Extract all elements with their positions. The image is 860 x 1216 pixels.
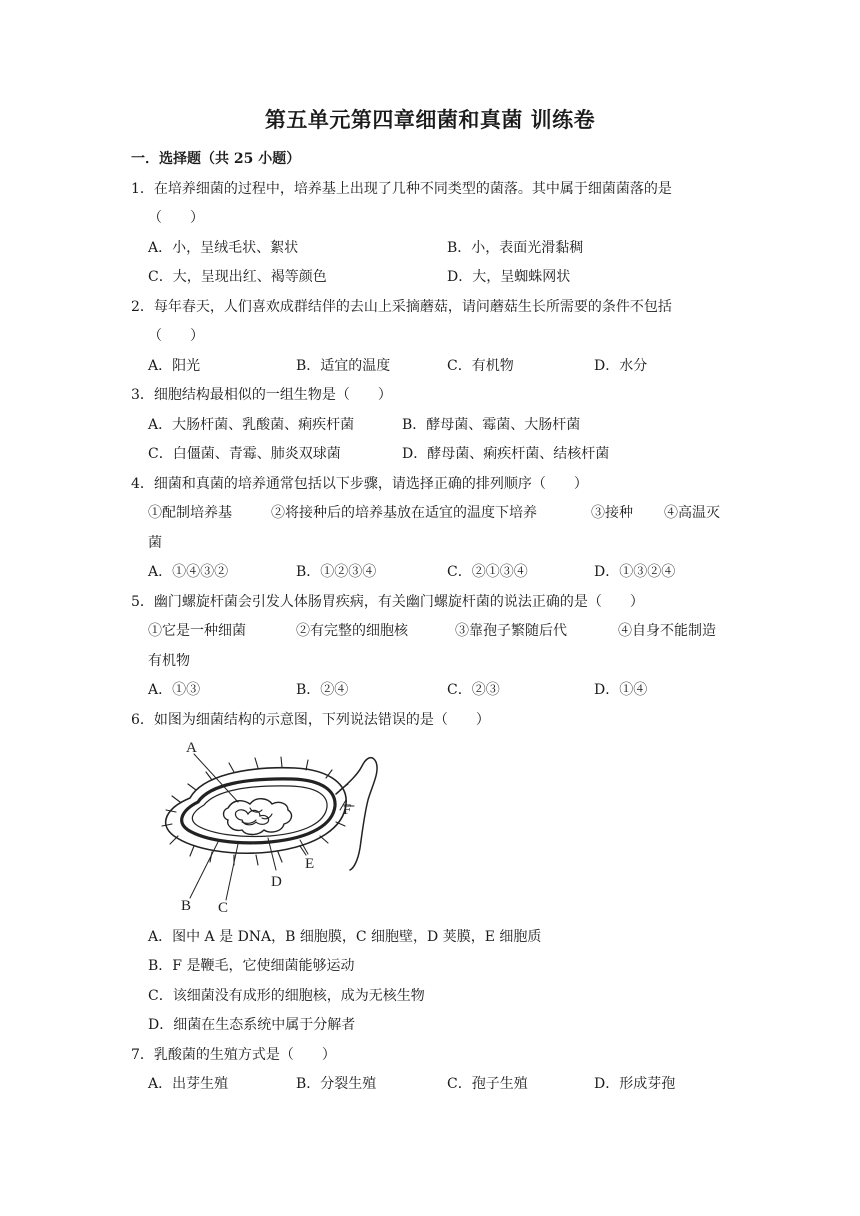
question-3-option-d: D．酵母菌、痢疾杆菌、结核杆菌	[402, 446, 610, 462]
question-4-step-4-cont: 菌	[148, 535, 162, 551]
question-1-paren: （ ）	[148, 210, 204, 226]
question-3-stem: 3．细胞结构最相似的一组生物是（ ）	[131, 387, 392, 403]
question-5-statement-4: ④自身不能制造	[618, 623, 716, 639]
question-4-step-3: ③接种	[591, 505, 633, 521]
question-2-option-a: A．阳光	[148, 358, 201, 374]
question-7-option-d: D．形成芽孢	[594, 1076, 676, 1092]
question-5-option-a: A．①③	[148, 682, 201, 698]
diagram-label-f: F	[343, 802, 352, 818]
diagram-label-e: E	[305, 856, 315, 872]
question-5-option-c: C．②③	[447, 682, 500, 698]
question-5-statement-2: ②有完整的细胞核	[296, 623, 408, 639]
question-4-step-4: ④高温灭	[664, 505, 720, 521]
question-4-step-2: ②将接种后的培养基放在适宜的温度下培养	[271, 505, 537, 521]
question-6-stem: 6．如图为细菌结构的示意图，下列说法错误的是（ ）	[131, 712, 490, 728]
question-6-option-d: D．细菌在生态系统中属于分解者	[148, 1017, 356, 1033]
question-3-option-a: A．大肠杆菌、乳酸菌、痢疾杆菌	[148, 417, 355, 433]
question-7-option-b: B．分裂生殖	[296, 1076, 377, 1092]
diagram-label-b: B	[181, 898, 192, 914]
question-7-stem: 7．乳酸菌的生殖方式是（ ）	[131, 1047, 336, 1063]
question-3-option-c: C．白僵菌、青霉、肺炎双球菌	[148, 446, 341, 462]
question-1-option-d: D．大，呈蜘蛛网状	[447, 269, 571, 285]
question-4-step-1: ①配制培养基	[148, 505, 232, 521]
question-2-option-c: C．有机物	[447, 358, 514, 374]
section-heading: 一．选择题（共 25 小题）	[131, 151, 301, 167]
bacterium-diagram	[150, 738, 392, 914]
question-2-stem: 2．每年春天，人们喜欢成群结伴的去山上采摘蘑菇，请问蘑菇生长所需要的条件不包括	[131, 299, 672, 315]
question-1-option-b: B．小，表面光滑黏稠	[447, 240, 584, 256]
question-5-option-d: D．①④	[594, 682, 648, 698]
question-5-statement-1: ①它是一种细菌	[148, 623, 246, 639]
question-6-option-b: B．F 是鞭毛，它使细菌能够运动	[148, 958, 355, 974]
question-1-option-a: A．小，呈绒毛状、絮状	[148, 240, 299, 256]
question-4-option-b: B．①②③④	[296, 564, 377, 580]
question-4-option-d: D．①③②④	[594, 564, 676, 580]
question-7-option-a: A．出芽生殖	[148, 1076, 229, 1092]
diagram-label-d: D	[271, 874, 282, 890]
question-7-option-c: C．孢子生殖	[447, 1076, 528, 1092]
question-4-option-a: A．①④③②	[148, 564, 229, 580]
question-3-option-b: B．酵母菌、霉菌、大肠杆菌	[402, 417, 581, 433]
question-6-option-c: C．该细菌没有成形的细胞核，成为无核生物	[148, 988, 425, 1004]
question-5-statement-3: ③靠孢子繁随后代	[455, 623, 567, 639]
question-1-option-c: C．大，呈现出红、褐等颜色	[148, 269, 327, 285]
question-5-option-b: B．②④	[296, 682, 349, 698]
question-2-option-d: D．水分	[594, 358, 648, 374]
question-2-option-b: B．适宜的温度	[296, 358, 391, 374]
question-2-paren: （ ）	[148, 328, 204, 344]
question-1-stem: 1．在培养细菌的过程中，培养基上出现了几种不同类型的菌落。其中属于细菌菌落的是	[131, 181, 672, 197]
question-4-stem: 4．细菌和真菌的培养通常包括以下步骤，请选择正确的排列顺序（ ）	[131, 476, 588, 492]
diagram-label-c: C	[218, 900, 229, 914]
question-6-option-a: A．图中 A 是 DNA，B 细胞膜，C 细胞壁，D 荚膜，E 细胞质	[148, 929, 542, 945]
diagram-label-a: A	[186, 740, 197, 756]
question-5-stem: 5．幽门螺旋杆菌会引发人体肠胃疾病，有关幽门螺旋杆菌的说法正确的是（ ）	[131, 594, 644, 610]
page-title: 第五单元第四章细菌和真菌 训练卷	[264, 107, 596, 132]
question-4-option-c: C．②①③④	[447, 564, 528, 580]
question-5-statement-4-cont: 有机物	[148, 653, 190, 669]
